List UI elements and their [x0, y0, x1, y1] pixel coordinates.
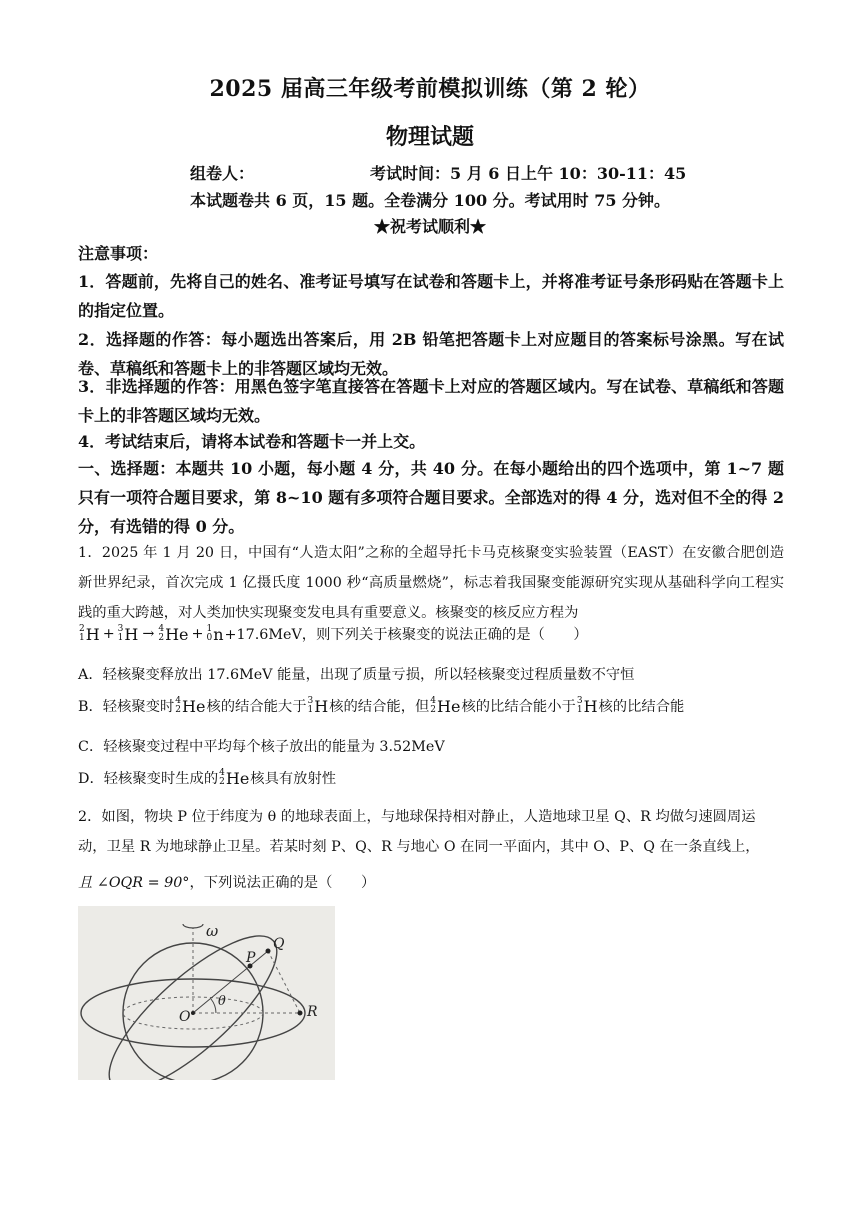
question-1-option-b: B．轻核聚变时 4 2 He 核的结合能大于 3 1 H 核的结合能，但 4 2 He 核的比结合能小于 3 1 H 核的比结合能 [78, 696, 685, 716]
notice-item-4: 4．考试结束后，请将本试卷和答题卡一并上交。 [78, 432, 426, 451]
label-omega: ω [206, 922, 219, 940]
earth-orbit-figure [78, 906, 335, 1080]
exam-time: 考试时间：5 月 6 日上午 10：30-11：45 [370, 164, 687, 183]
wish-line: ★祝考试顺利★ [373, 217, 486, 236]
notice-item-2: 2．选择题的作答：每小题选出答案后，用 2B 铅笔把答题卡上对应题目的答案标号涂黑。写在试卷、草稿纸和答题卡上的非答题区域均无效。 [78, 330, 784, 378]
author-label: 组卷人： [190, 164, 255, 183]
question-2-line-1: 2．如图，物块 P 位于纬度为 θ 的地球表面上，与地球保持相对静止，人造地球卫星 Q、R 均做匀速圆周运 [78, 809, 756, 825]
page-title: 2025 届高三年级考前模拟训练（第 2 轮） [209, 76, 651, 102]
question-1-option-d: D．轻核聚变时生成的 4 2 He 核具有放射性 [78, 768, 337, 788]
label-o: O [179, 1009, 191, 1025]
nuclide-n1: 1 0 n [206, 624, 224, 644]
section-1-heading: 一、选择题：本题共 10 小题，每小题 4 分，共 40 分。在每小题给出的四个选项中，第 1~7 题只有一项符合题目要求，第 8~10 题有多项符合题目要求。全部选对的得 4 分，选对但不全的得 2 分，有选错的得 0 分。 [78, 459, 784, 536]
nuclide-h3: 3 1 H [117, 624, 139, 644]
equation-tail: +17.6MeV，则下列关于核聚变的说法正确的是（ ） [224, 627, 588, 643]
notice-heading: 注意事项： [78, 244, 159, 263]
label-p: P [246, 950, 256, 966]
label-r: R [307, 1004, 318, 1020]
question-2-line-2: 动，卫星 R 为地球静止卫星。若某时刻 P、Q、R 与地心 O 在同一平面内，其中 O、P、Q 在一条直线上， [78, 839, 760, 855]
notice-item-1: 1．答题前，先将自己的姓名、准考证号填写在试卷和答题卡上，并将准考证号条形码贴在答题卡上的指定位置。 [78, 272, 784, 320]
question-1-option-c: C．轻核聚变过程中平均每个核子放出的能量为 3.52MeV [78, 739, 445, 755]
question-1-equation: 2 1 H + 3 1 H → 4 2 He + 1 0 n +17.6MeV，则下列关于核聚变的说法正确的是（ ） [79, 624, 588, 644]
point-o [191, 1011, 195, 1015]
question-2-line-3: 且 ∠OQR = 90°，下列说法正确的是（ ） [78, 875, 376, 891]
label-q: Q [273, 936, 285, 952]
nuclide-h2: 2 1 H [79, 624, 100, 644]
point-q [266, 949, 271, 954]
point-r [298, 1011, 303, 1016]
exam-scope: 本试题卷共 6 页，15 题。全卷满分 100 分。考试用时 75 分钟。 [190, 191, 671, 210]
question-1-stem: 1．2025 年 1 月 20 日，中国有“人造太阳”之称的全超导托卡马克核聚变实验装置（EAST）在安徽合肥创造新世界纪录，首次完成 1 亿摄氏度 1000 秒“高质量燃烧”，标志着我国聚变能源研究实现从基础科学向工程实践的重大跨越，对人类加快实现聚变发电具有重要意义。核聚变的核反应方程为 [78, 545, 784, 621]
nuclide-he4: 4 2 He [158, 624, 189, 644]
question-1-option-a: A．轻核聚变释放出 17.6MeV 能量，出现了质量亏损，所以轻核聚变过程质量数不守恒 [78, 667, 635, 683]
page-subtitle: 物理试题 [385, 124, 474, 150]
label-theta: θ [218, 994, 226, 1009]
notice-item-3: 3．非选择题的作答：用黑色签字笔直接答在答题卡上对应的答题区域内。写在试卷、草稿纸和答题卡上的非答题区域均无效。 [78, 377, 784, 425]
